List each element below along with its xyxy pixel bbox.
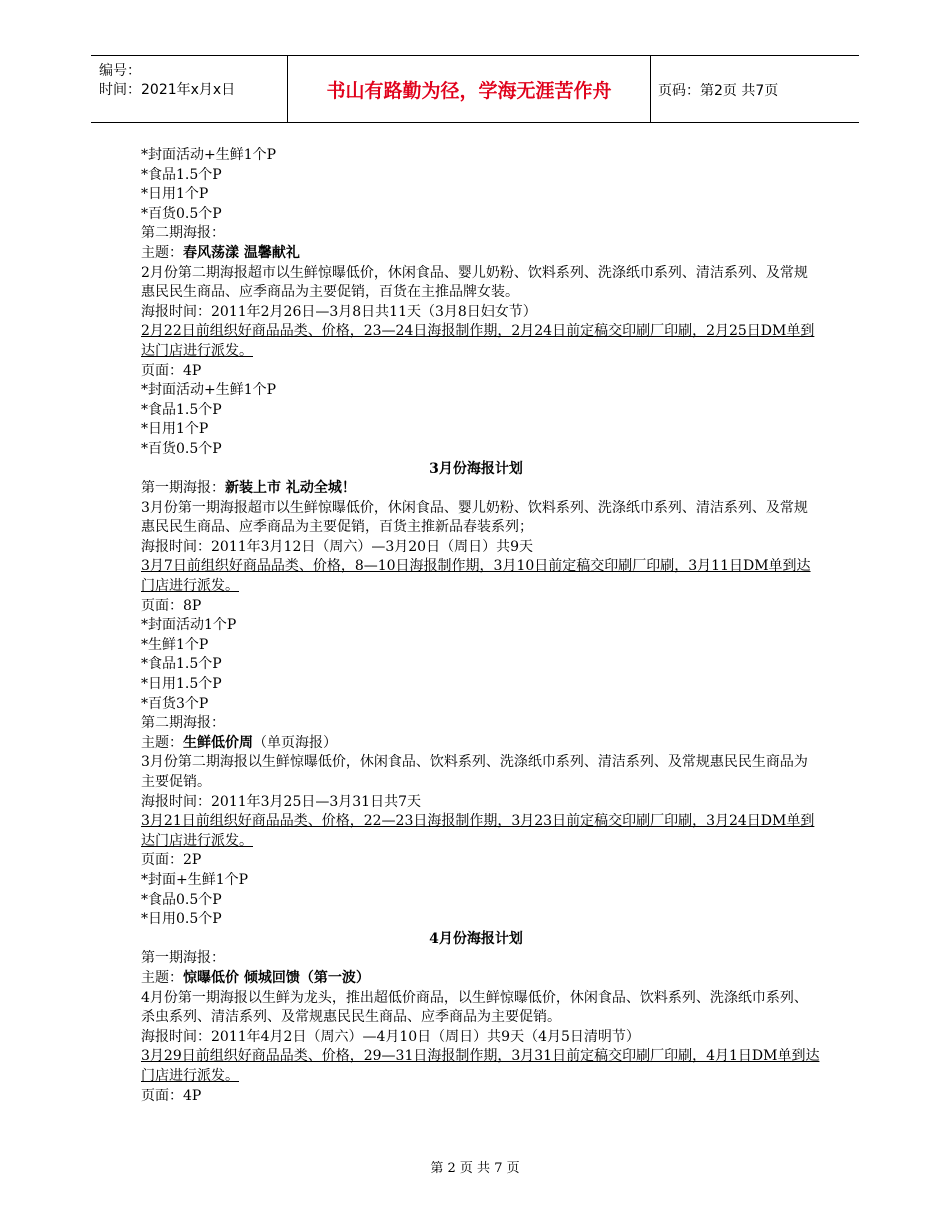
text-line: 第二期海报：: [141, 715, 225, 732]
text-line: *食品1.5个P: [141, 656, 222, 673]
schedule-paragraph: 3月7日前组织好商品品类、价格，8—10日海报制作期，3月10日前定稿交印刷厂印刷，3月11日DM单到达门店进行派发。: [141, 558, 811, 595]
header-motto: 书山有路勤为径，学海无涯苦作舟: [287, 56, 651, 122]
text-line: *百货3个P: [141, 695, 209, 712]
text-line: *日用1个P: [141, 421, 209, 438]
text-line: 海报时间：2011年2月26日—3月8日共11天（3月8日妇女节）: [141, 303, 537, 320]
text-line: 第二期海报：: [141, 225, 225, 242]
text-line: 海报时间：2011年3月25日—3月31日共7天: [141, 793, 421, 810]
text-line: 海报时间：2011年4月2日（周六）—4月10日（周日）共9天（4月5日清明节）: [141, 1028, 640, 1045]
paragraph: 2月份第二期海报超市以生鲜惊曝低价，休闲食品、婴儿奶粉、饮料系列、洗涤纸巾系列、清洁系列、及常规惠民民生商品、应季商品为主要促销，百货在主推品牌女装。: [141, 264, 808, 301]
theme-line: [141, 734, 821, 754]
paragraph: 3月份第一期海报超市以生鲜惊曝低价，休闲食品、婴儿奶粉、饮料系列、洗涤纸巾系列、清洁系列、及常规惠民民生商品、应季商品为主要促销，百货主推新品春装系列；: [141, 499, 808, 536]
text-line: *生鲜1个P: [141, 636, 209, 653]
text-line: *封面+生鲜1个P: [141, 871, 249, 888]
theme-title: 春风荡漾 温馨献礼: [183, 244, 300, 261]
document-body: [141, 146, 821, 1106]
text-line: *日用1个P: [141, 186, 209, 203]
paragraph: 4月份第一期海报以生鲜为龙头，推出超低价商品，以生鲜惊曝低价，休闲食品、饮料系列、洗涤纸巾系列、杀虫系列、清洁系列、及常规惠民民生商品、应季商品为主要促销。: [141, 989, 808, 1026]
text-line: *封面活动+生鲜1个P: [141, 382, 277, 399]
text-line: *百货0.5个P: [141, 440, 222, 457]
section-heading-march: 3月份海报计划: [429, 460, 523, 477]
page-footer: 第 2 页 共 7 页: [430, 1161, 520, 1176]
schedule-paragraph: 3月29日前组织好商品品类、价格，29—31日海报制作期，3月31日前定稿交印刷厂印刷，4月1日DM单到达门店进行派发。: [141, 1048, 820, 1084]
text-line: *封面活动+生鲜1个P: [141, 147, 277, 163]
text-line: 海报时间：2011年3月12日（周六）—3月20日（周日）共9天: [141, 538, 533, 555]
text-line: *食品1.5个P: [141, 166, 222, 183]
theme-title: 新装上市 礼动全城！: [225, 480, 356, 497]
theme-line: [141, 479, 821, 499]
text-line: 页面：8P: [141, 597, 202, 614]
issue-label: 第一期海报：: [141, 480, 225, 497]
theme-line: [141, 244, 821, 264]
text-line: *食品1.5个P: [141, 401, 222, 418]
theme-title: 惊曝低价 倾城回馈（第一波）: [183, 969, 370, 986]
header-number-label: 编号：: [99, 63, 141, 79]
section-heading-april: 4月份海报计划: [429, 930, 523, 947]
theme-line: [141, 969, 821, 989]
header-meta: [99, 62, 235, 100]
text-line: *百货0.5个P: [141, 205, 222, 222]
text-line: *日用0.5个P: [141, 911, 222, 928]
text-line: *食品0.5个P: [141, 891, 222, 908]
text-line: *日用1.5个P: [141, 676, 222, 693]
schedule-paragraph: 2月22日前组织好商品品类、价格，23—24日海报制作期，2月24日前定稿交印刷厂印刷，2月25日DM单到达门店进行派发。: [141, 323, 815, 359]
schedule-paragraph: 3月21日前组织好商品品类、价格，22—23日海报制作期，3月23日前定稿交印刷厂印刷，3月24日DM单到达门店进行派发。: [141, 813, 815, 849]
theme-suffix: （单页海报）: [253, 734, 337, 751]
header-date: 时间：2021年x月x日: [99, 82, 236, 98]
theme-label: 主题：: [141, 244, 183, 261]
text-line: 页面：2P: [141, 852, 202, 869]
page-header: [91, 55, 859, 123]
theme-label: 主题：: [141, 969, 183, 986]
theme-title: 生鲜低价周: [183, 734, 253, 751]
theme-label: 主题：: [141, 734, 183, 751]
paragraph: 3月份第二期海报以生鲜惊曝低价，休闲食品、饮料系列、洗涤纸巾系列、清洁系列、及常规惠民民生商品为主要促销。: [141, 754, 808, 790]
text-line: 第一期海报：: [141, 950, 225, 967]
text-line: 页面：4P: [141, 362, 202, 379]
header-page-info: 页码：第2页 共7页: [658, 83, 779, 99]
text-line: 页面：4P: [141, 1087, 202, 1104]
text-line: *封面活动1个P: [141, 617, 237, 634]
